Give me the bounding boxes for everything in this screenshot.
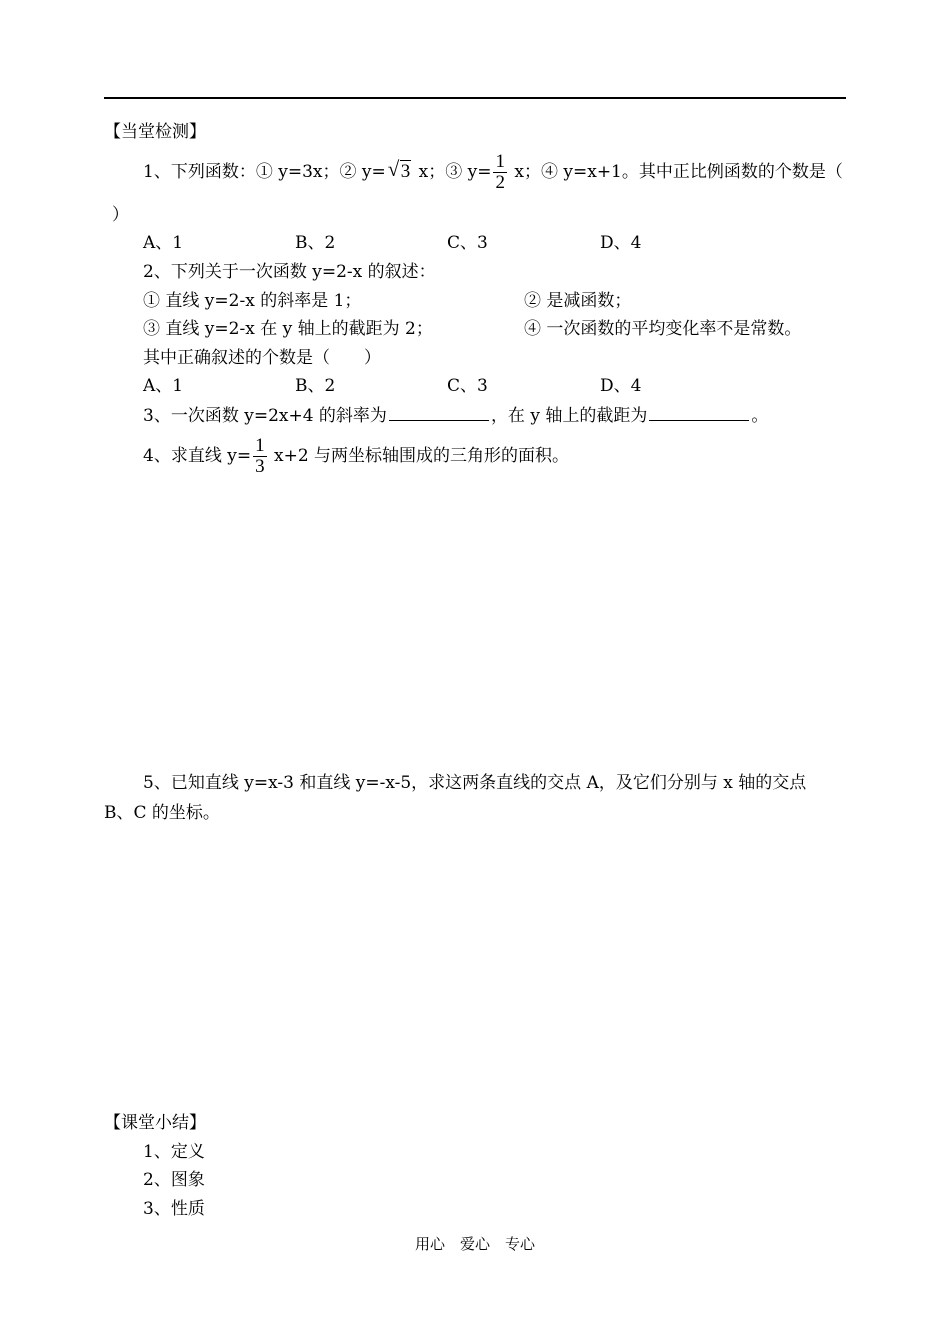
q1-option-a: A、1: [143, 233, 184, 253]
q2-statement-2: ② 是减函数；: [524, 291, 632, 311]
q2-ask: 其中正确叙述的个数是（ ）: [143, 348, 381, 368]
question-5-line2: B、C 的坐标。: [104, 803, 220, 823]
summary-item-definition: 1、定义: [143, 1142, 205, 1162]
q1-option-d: D、4: [600, 233, 642, 253]
sqrt-radicand: 3: [400, 161, 411, 182]
q1-text-part1: 1、下列函数：① y=3x；② y=: [143, 162, 386, 182]
fraction-denominator: 3: [255, 456, 265, 477]
q2-statement-3: ③ 直线 y=2-x 在 y 轴上的截距为 2；: [143, 319, 433, 339]
fraction-denominator: 2: [495, 172, 505, 193]
answer-blank-intercept: [649, 404, 749, 421]
q4-text-part2: x+2 与两坐标轴围成的三角形的面积。: [273, 446, 570, 466]
q1-text-part2: x；③ y=: [418, 162, 492, 182]
q3-text-part1: 3、一次函数 y=2x+4 的斜率为: [143, 406, 387, 426]
summary-item-properties: 3、性质: [143, 1199, 205, 1219]
q3-text-part2: ，在 y 轴上的截距为: [490, 406, 648, 426]
q4-text-part1: 4、求直线 y=: [143, 446, 252, 466]
q2-option-b: B、2: [295, 376, 336, 396]
q1-option-b: B、2: [295, 233, 336, 253]
header-rule: [104, 97, 846, 99]
question-3: [143, 404, 768, 427]
sqrt-3: √ 3: [387, 157, 411, 182]
summary-item-graph: 2、图象: [143, 1170, 205, 1190]
q1-line2: ）: [112, 205, 129, 225]
section-heading-check: 【当堂检测】: [104, 122, 206, 142]
question-2-stem: 2、下列关于一次函数 y=2-x 的叙述：: [143, 262, 436, 282]
section-heading-summary: 【课堂小结】: [104, 1113, 206, 1133]
page-footer: 用心 爱心 专心: [414, 1235, 535, 1253]
fraction-numerator: 1: [255, 435, 265, 456]
fraction-one-half: [493, 152, 507, 193]
q2-option-c: C、3: [447, 376, 488, 396]
q2-option-d: D、4: [600, 376, 642, 396]
q3-text-part3: 。: [751, 406, 769, 426]
q2-statement-4: ④ 一次函数的平均变化率不是常数。: [524, 319, 802, 339]
q1-text-part3: x；④ y=x+1。其中正比例函数的个数是（: [514, 162, 843, 182]
q1-option-c: C、3: [447, 233, 488, 253]
q2-option-a: A、1: [143, 376, 184, 396]
question-5-line1: 5、已知直线 y=x-3 和直线 y=-x-5，求这两条直线的交点 A，及它们分别与 x 轴的交点: [143, 773, 807, 793]
answer-blank-slope: [389, 404, 489, 421]
q2-statement-1: ① 直线 y=2-x 的斜率是 1；: [143, 291, 362, 311]
fraction-numerator: 1: [495, 151, 505, 172]
fraction-one-third: [253, 436, 267, 477]
question-4: [143, 436, 569, 477]
question-1: [143, 152, 843, 193]
